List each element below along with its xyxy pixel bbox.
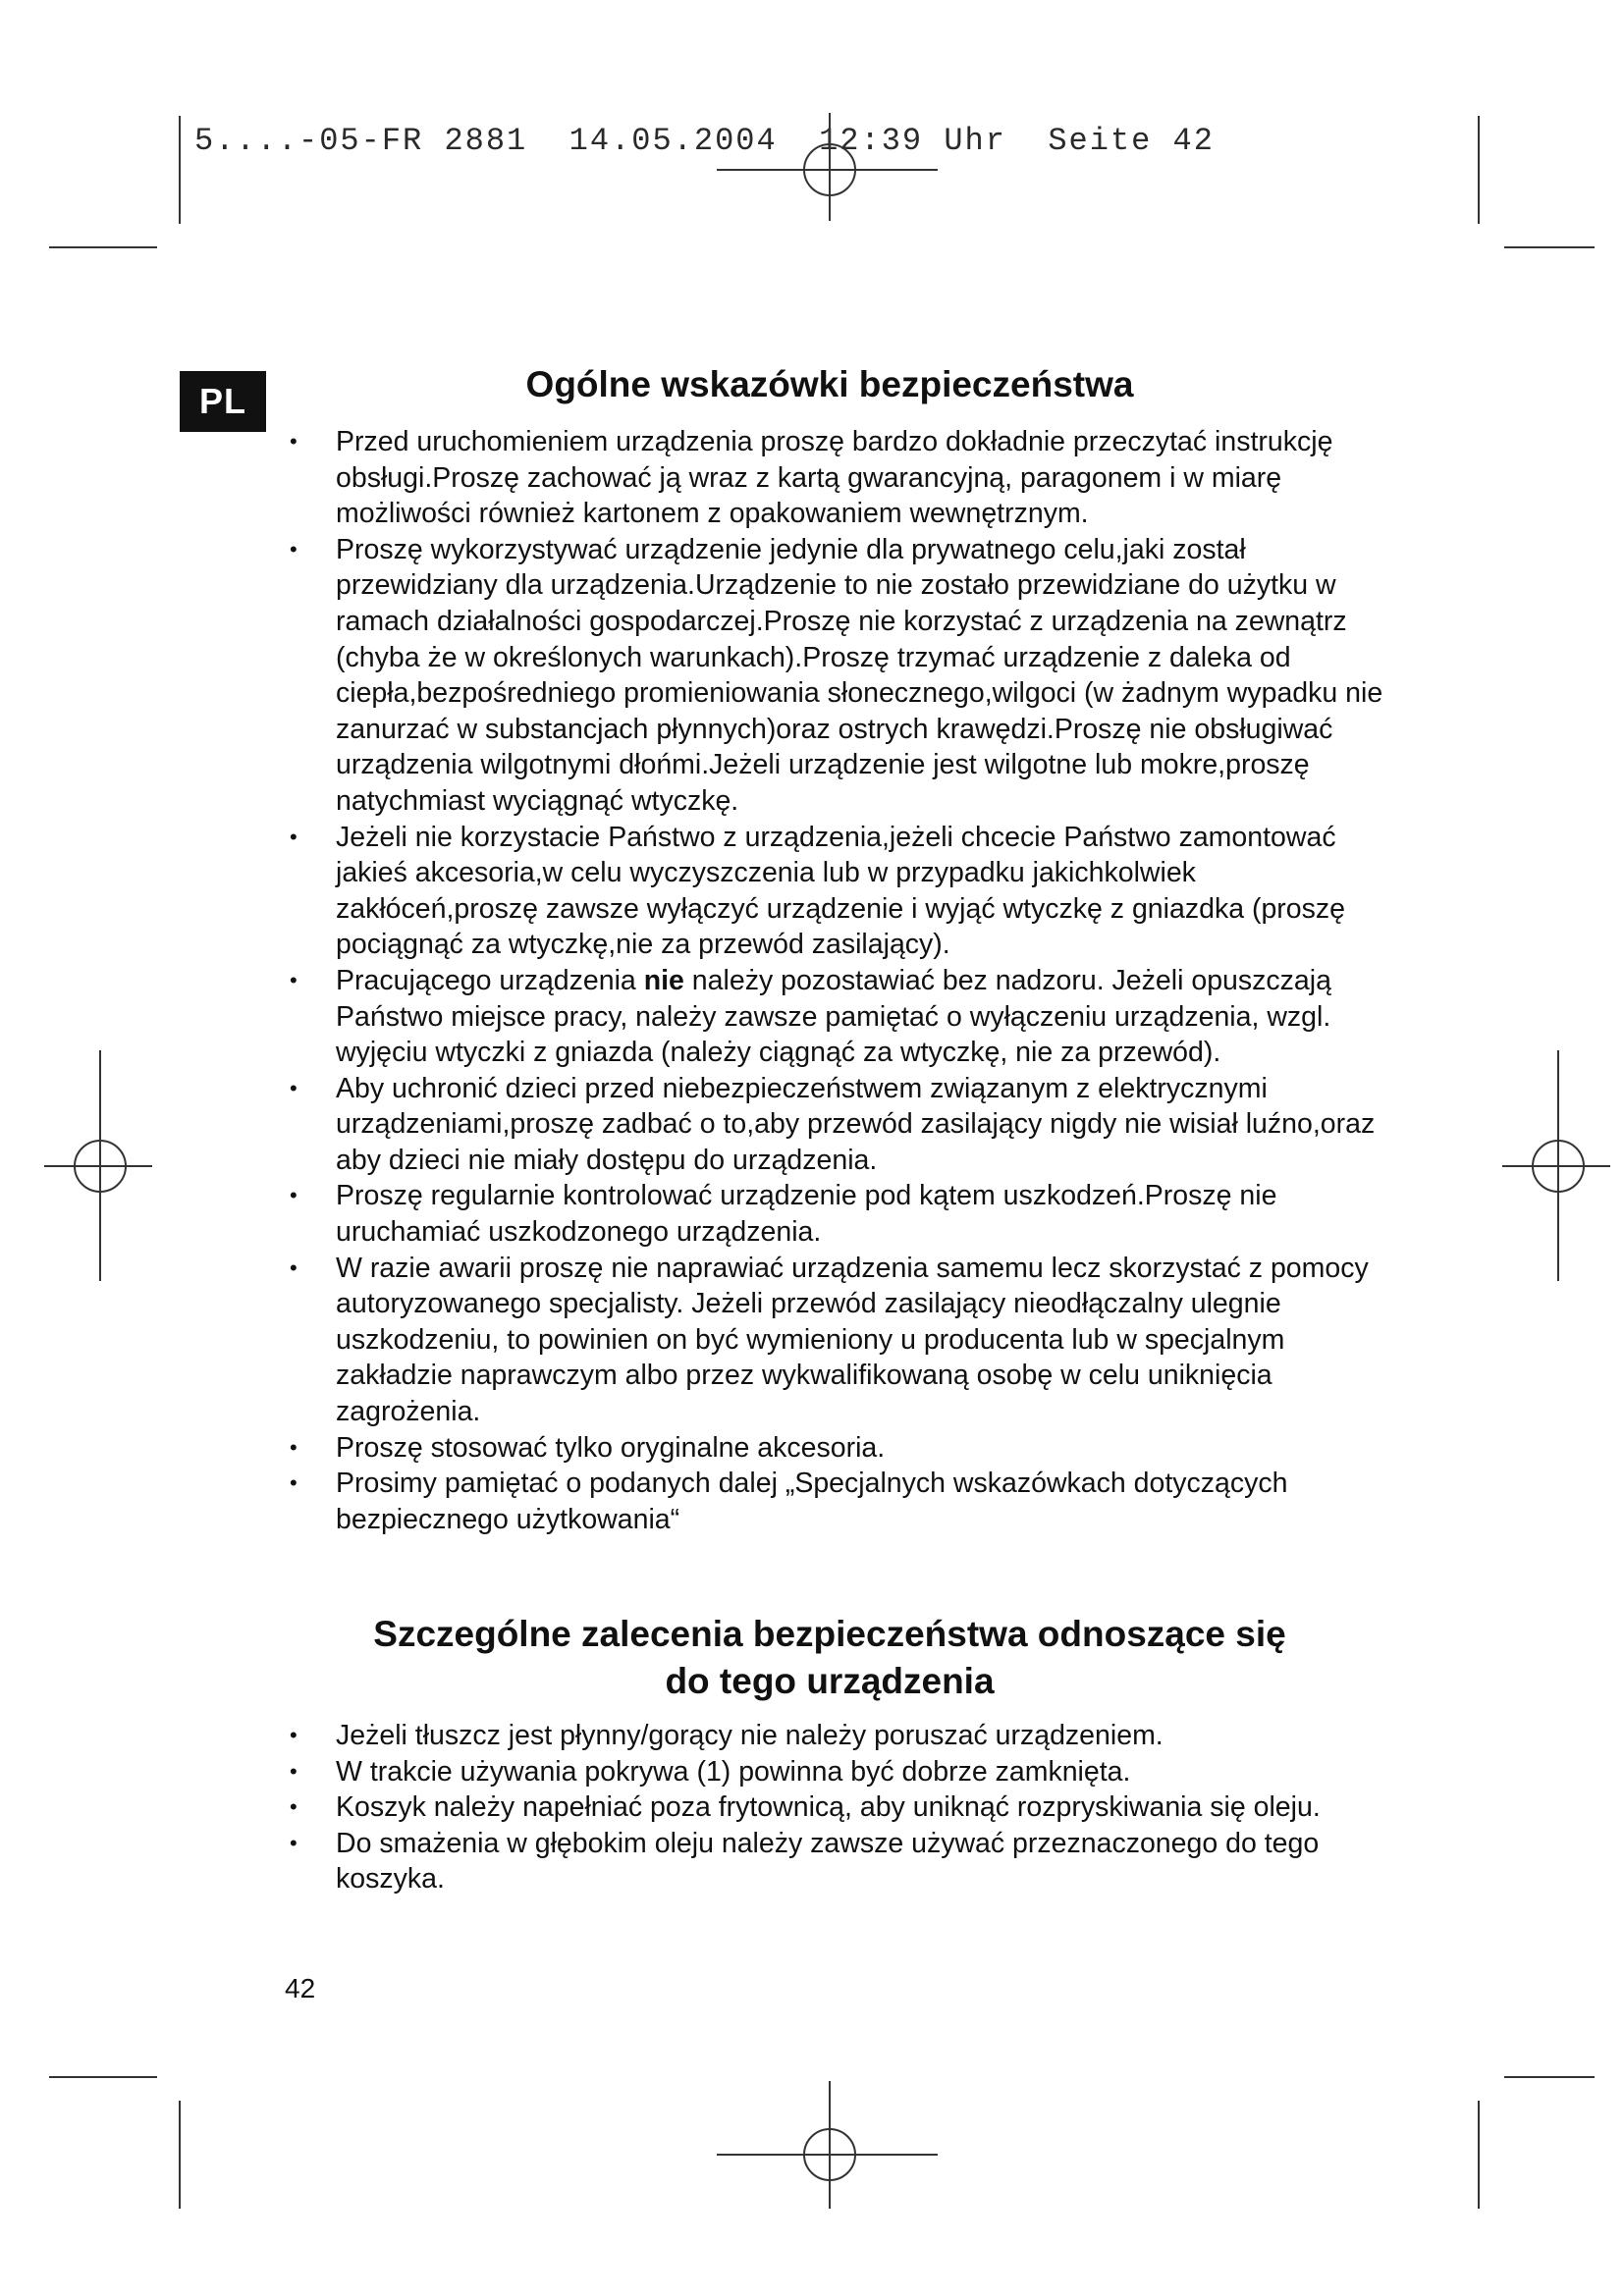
registration-mark-right-icon: [1502, 1050, 1610, 1281]
section-title-line-2: do tego urządzenia: [665, 1661, 995, 1701]
print-header: 5....-05-FR 2881 14.05.2004 12:39 Uhr Seite 42: [194, 123, 1215, 159]
list-item-text-bold: nie: [643, 964, 684, 996]
crop-mark-top-right-vertical: [1478, 116, 1480, 224]
crop-mark-top-right-horizontal: [1504, 246, 1595, 248]
list-item-text-after: należy pozostawiać bez nadzoru. Jeżeli opuszczają Państwo miejsce pracy, należy zawsze pamiętać o wyłączeniu urządzenia, wzgl. wyjęciu wtyczki z gniazda (należy ciągnąć za wtyczkę, nie za przewód).: [336, 964, 1331, 1069]
list-item: • Do smażenia w głębokim oleju należy zawsze używać przeznaczonego do tego koszyka.: [285, 1826, 1384, 1897]
list-item: • Proszę regularnie kontrolować urządzenie pod kątem uszkodzeń.Proszę nie uruchamiać uszkodzonego urządzenia.: [285, 1178, 1384, 1250]
crop-mark-bottom-left-horizontal: [49, 2076, 157, 2078]
specific-safety-list: [285, 1718, 1384, 1897]
list-item: • Prosimy pamiętać o podanych dalej „Specjalnych wskazówkach dotyczących bezpiecznego użytkowania“: [285, 1466, 1384, 1537]
registration-mark-left-icon: [44, 1050, 152, 1281]
list-item: • Proszę stosować tylko oryginalne akcesoria.: [285, 1430, 1384, 1467]
section-title-specific-safety: [275, 1611, 1384, 1705]
list-item: • W razie awarii proszę nie naprawiać urządzenia samemu lecz skorzystać z pomocy autoryzowanego specjalisty. Jeżeli przewód zasilający nieodłączalny ulegnie uszkodzeniu, to powinien on być wymieniony u producenta lub w specjalnym zakładzie naprawczym albo przez wykwalifikowaną osobę w celu uniknięcia zagrożenia.: [285, 1251, 1384, 1430]
section-title-line-1: Szczególne zalecenia bezpieczeństwa odnoszące się: [373, 1614, 1286, 1654]
crop-mark-top-left-horizontal: [49, 246, 157, 248]
list-item: • Przed uruchomieniem urządzenia proszę bardzo dokładnie przeczytać instrukcję obsługi.Proszę zachować ją wraz z kartą gwarancyjną, paragonem i w miarę możliwości również kartonem z opakowaniem wewnętrznym.: [285, 424, 1384, 532]
crop-mark-top-left-vertical: [179, 116, 181, 224]
section-title-general-safety: Ogólne wskazówki bezpieczeństwa: [525, 364, 1134, 404]
list-item-text-before: Pracującego urządzenia: [336, 964, 644, 996]
list-item: [285, 963, 1384, 1071]
registration-mark-top-icon: [717, 113, 943, 221]
language-tab: PL: [180, 371, 266, 432]
list-item: • Jeżeli nie korzystacie Państwo z urządzenia,jeżeli chcecie Państwo zamontować jakieś akcesoria,w celu wyczyszczenia lub w przypadku jakichkolwiek zakłóceń,proszę zawsze wyłączyć urządzenie i wyjąć wtyczkę z gniazdka (proszę pociągnąć za wtyczkę,nie za przewód zasilający).: [285, 820, 1384, 963]
crop-mark-bottom-right-horizontal: [1504, 2076, 1595, 2078]
list-item: • Proszę wykorzystywać urządzenie jedynie dla prywatnego celu,jaki został przewidziany dla urządzenia.Urządzenie to nie zostało przewidziane do użytku w ramach działalności gospodarczej.Proszę nie korzystać z urządzenia na zewnątrz (chyba że w określonych warunkach).Proszę trzymać urządzenie z daleka od ciepła,bezpośredniego promieniowania słonecznego,wilgoci (w żadnym wypadku nie zanurzać w substancjach płynnych)oraz ostrych krawędzi.Proszę nie obsługiwać urządzenia wilgotnymi dłońmi.Jeżeli urządzenie jest wilgotne lub mokre,proszę natychmiast wyciągnąć wtyczkę.: [285, 532, 1384, 820]
general-safety-list: [285, 424, 1384, 1537]
list-item: • W trakcie używania pokrywa (1) powinna być dobrze zamknięta.: [285, 1754, 1384, 1790]
crop-mark-bottom-left-vertical: [179, 2101, 181, 2209]
registration-mark-bottom-icon: [717, 2081, 943, 2209]
page-number: 42: [285, 1973, 316, 2003]
list-item: • Aby uchronić dzieci przed niebezpieczeństwem związanym z elektrycznymi urządzeniami,proszę zadbać o to,aby przewód zasilający nigdy nie wisiał luźno,oraz aby dzieci nie miały dostępu do urządzenia.: [285, 1071, 1384, 1179]
list-item: • Jeżeli tłuszcz jest płynny/gorący nie należy poruszać urządzeniem.: [285, 1718, 1384, 1754]
list-item: • Koszyk należy napełniać poza frytownicą, aby uniknąć rozpryskiwania się oleju.: [285, 1789, 1384, 1826]
crop-mark-bottom-right-vertical: [1478, 2101, 1480, 2209]
